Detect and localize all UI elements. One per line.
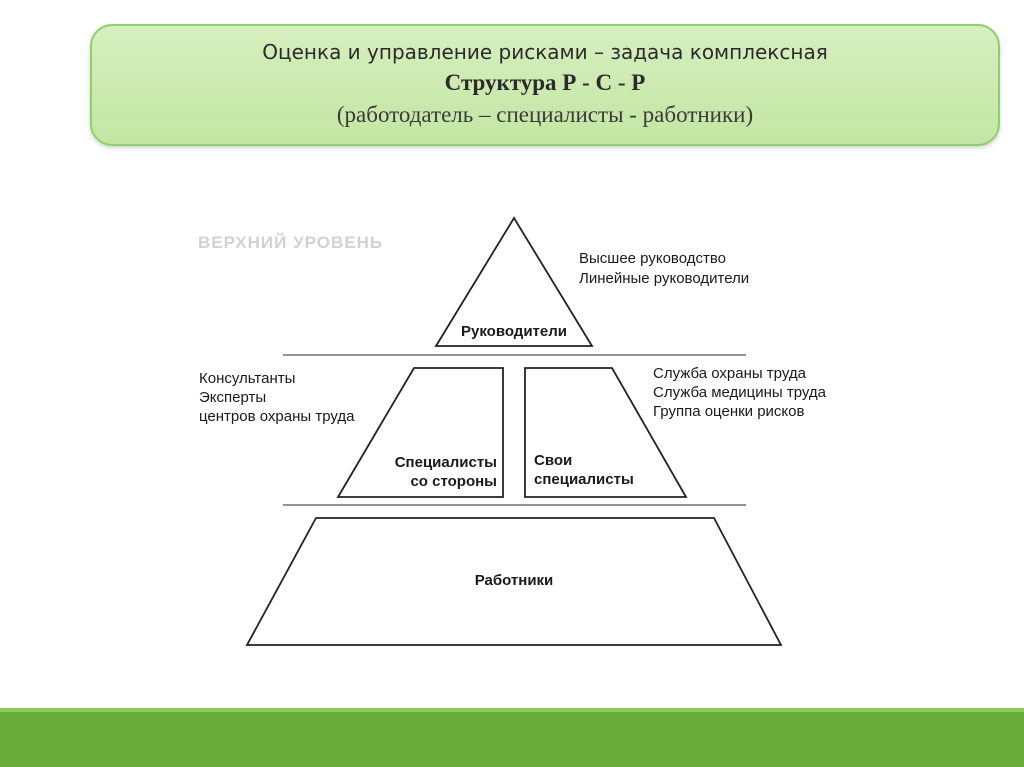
workers-label: Работники xyxy=(474,572,554,589)
top-annotation-line-2: Линейные руководители xyxy=(579,270,750,287)
structure-subtitle: (работодатель – специалисты - работники) xyxy=(336,102,754,127)
left-annotation-line-1: Консультанты xyxy=(199,370,296,387)
top-annotation-line-1: Высшее руководство xyxy=(579,250,726,267)
structure-title: Структура Р - С - Р xyxy=(444,70,646,95)
left-annotation-line-2: Эксперты xyxy=(199,389,267,406)
footer-bar xyxy=(0,708,1024,767)
faint-background-text: ВЕРХНИЙ УРОВЕНЬ xyxy=(198,233,384,252)
right-annotation-line-3: Группа оценки рисков xyxy=(653,403,805,420)
left-annotation-line-3: центров охраны труда xyxy=(199,408,355,425)
managers-label: Руководители xyxy=(461,323,567,340)
right-annotation-line-1: Служба охраны труда xyxy=(653,365,806,382)
own-specialists-label-1: Свои xyxy=(534,452,573,469)
own-specialists-label-2: специалисты xyxy=(534,471,634,488)
external-specialists-label-2: со стороны xyxy=(410,473,497,490)
external-specialists-label-1: Специалисты xyxy=(394,454,497,471)
title-line: Оценка и управление рисками – задача комплексная xyxy=(262,40,828,64)
right-annotation-line-2: Служба медицины труда xyxy=(653,384,827,401)
